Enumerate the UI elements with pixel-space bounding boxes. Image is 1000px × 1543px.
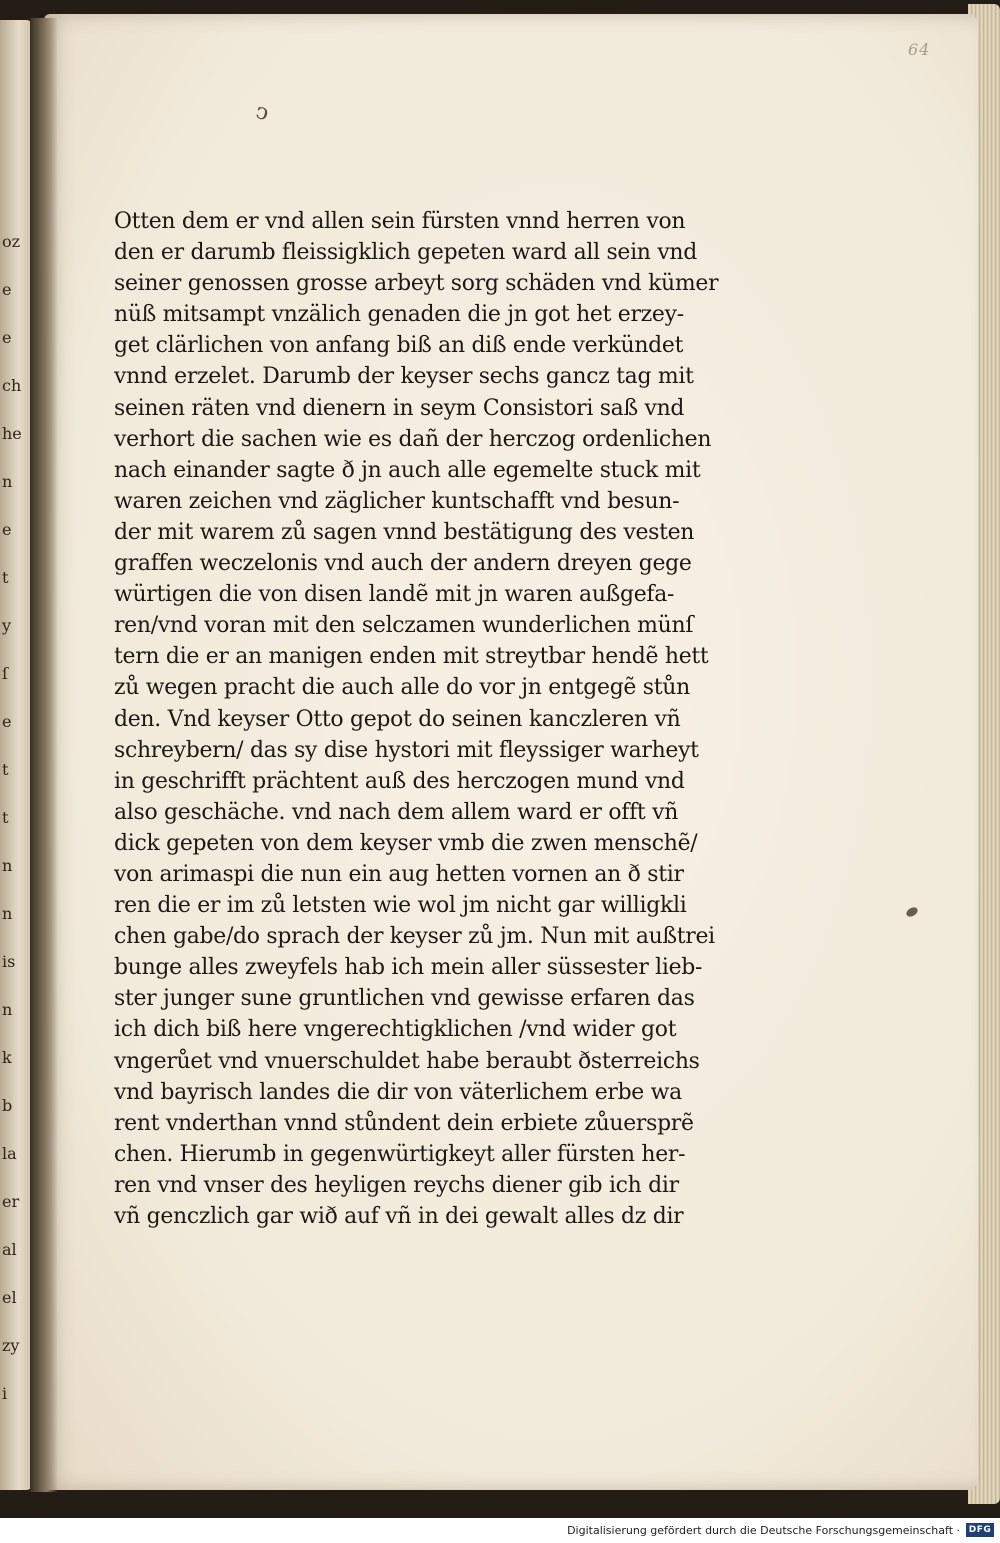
folio-number: 64 — [908, 40, 931, 59]
text-line: bunge alles zweyfels hab ich mein aller süssester lieb- — [114, 955, 703, 981]
text-line: zů wegen pracht die auch alle do vor jn entgegẽ stůn — [114, 675, 690, 701]
text-line: graffen weczelonis vnd auch der andern dreyen gege — [114, 551, 692, 577]
text-line: vnd bayrisch landes die dir von väterlichem erbe wa — [114, 1079, 682, 1105]
left-page-fragment: n — [2, 856, 13, 875]
text-block — [114, 206, 804, 1232]
left-page-fragment: al — [2, 1240, 17, 1259]
text-line: ren vnd vnser des heyligen reychs diener gib ich dir — [114, 1172, 679, 1198]
text-line: ich dich biß here vngerechtigklichen /vnd wider got — [114, 1017, 677, 1043]
left-page-fragment: n — [2, 904, 13, 923]
left-page-fragment: e — [2, 520, 12, 539]
left-page-fragment: i — [2, 1384, 8, 1403]
gutter-shadow — [30, 18, 58, 1492]
text-line: von arimaspi die nun ein aug hetten vornen an ð stir — [114, 861, 684, 887]
text-line: ren die er im zů letsten wie wol jm nicht gar willigkli — [114, 893, 687, 919]
footer-credit: Digitalisierung gefördert durch die Deutsche Forschungsgemeinschaft · — [567, 1524, 960, 1537]
ink-mark: ↄ — [253, 98, 271, 127]
left-page-fragment: oz — [2, 232, 21, 251]
left-page-fragment: t — [2, 568, 9, 587]
text-line: nüß mitsampt vnzälich genaden die jn got het erzey- — [114, 302, 684, 328]
text-line: würtigen die von disen landẽ mit jn waren außgefa- — [114, 582, 675, 608]
text-line: vñ genczlich gar wið auf vñ in dei gewalt alles dz dir — [114, 1204, 684, 1229]
left-page-fragment: la — [2, 1144, 17, 1163]
left-page-fragment: e — [2, 280, 12, 299]
text-line: chen. Hierumb in gegenwürtigkeyt aller fürsten her- — [114, 1141, 686, 1167]
left-facing-page-edge — [0, 20, 34, 1490]
text-line: vnnd erzelet. Darumb der keyser sechs gancz tag mit — [114, 364, 694, 390]
left-page-fragment: k — [2, 1048, 12, 1067]
left-page-fragment: t — [2, 760, 9, 779]
dfg-logo-icon: DFG — [966, 1523, 994, 1537]
text-line: vngerůet vnd vnuerschuldet habe beraubt ðsterreichs — [114, 1048, 700, 1074]
text-line: ster junger sune gruntlichen vnd gewisse erfaren das — [114, 986, 695, 1012]
text-line: in geschrifft prächtent auß des herczogen mund vnd — [114, 768, 685, 794]
left-page-fragment: n — [2, 1000, 13, 1019]
left-page-fragment: y — [2, 616, 12, 635]
left-page-fragment: t — [2, 808, 9, 827]
footer-bar — [0, 1518, 1000, 1543]
left-page-fragment: er — [2, 1192, 20, 1211]
left-page-fragment: zy — [2, 1336, 20, 1355]
left-page-fragment: ch — [2, 376, 22, 395]
text-line: rent vnderthan vnnd stůndent dein erbiete zůuersprẽ — [114, 1110, 694, 1136]
left-page-fragment: he — [2, 424, 22, 443]
left-page-fragment: ſ — [2, 664, 8, 683]
text-line: schreybern/ das sy dise hystori mit fleyssiger warheyt — [114, 737, 699, 763]
left-page-fragment: is — [2, 952, 16, 971]
text-line: waren zeichen vnd zäglicher kuntschafft vnd besun- — [114, 488, 680, 514]
text-line: seiner genossen grosse arbeyt sorg schäden vnd kümer — [114, 271, 719, 297]
text-line: get clärlichen von anfang biß an diß ende verkündet — [114, 333, 684, 359]
left-page-fragment: b — [2, 1096, 13, 1115]
text-line: also geschäche. vnd nach dem allem ward er offt vñ — [114, 799, 679, 825]
left-page-fragment: e — [2, 712, 12, 731]
text-line: den. Vnd keyser Otto gepot do seinen kanczleren vñ — [114, 706, 681, 732]
text-line: ren/vnd voran mit den selczamen wunderlichen münſ — [114, 613, 694, 639]
left-page-fragment: e — [2, 328, 12, 347]
text-line: verhort die sachen wie es dañ der herczog ordenlichen — [114, 426, 712, 452]
left-page-fragment: el — [2, 1288, 17, 1307]
book-page — [44, 14, 978, 1490]
text-line: chen gabe/do sprach der keyser zů jm. Nun mit außtrei — [114, 924, 715, 950]
text-line: den er darumb fleissigklich gepeten ward all sein vnd — [114, 240, 697, 266]
text-line: der mit warem zů sagen vnnd bestätigung des vesten — [114, 519, 695, 545]
text-line: dick gepeten von dem keyser vmb die zwen menschẽ/ — [114, 830, 698, 856]
left-page-fragment: n — [2, 472, 13, 491]
text-line: seinen räten vnd dienern in seym Consistori saß vnd — [114, 395, 685, 421]
text-line: tern die er an manigen enden mit streytbar hendẽ hett — [114, 644, 709, 670]
text-line: nach einander sagte ð jn auch alle egemelte stuck mit — [114, 457, 701, 483]
text-line: Otten dem er vnd allen sein fürsten vnnd herren von — [114, 209, 686, 234]
ink-stain — [905, 906, 919, 919]
